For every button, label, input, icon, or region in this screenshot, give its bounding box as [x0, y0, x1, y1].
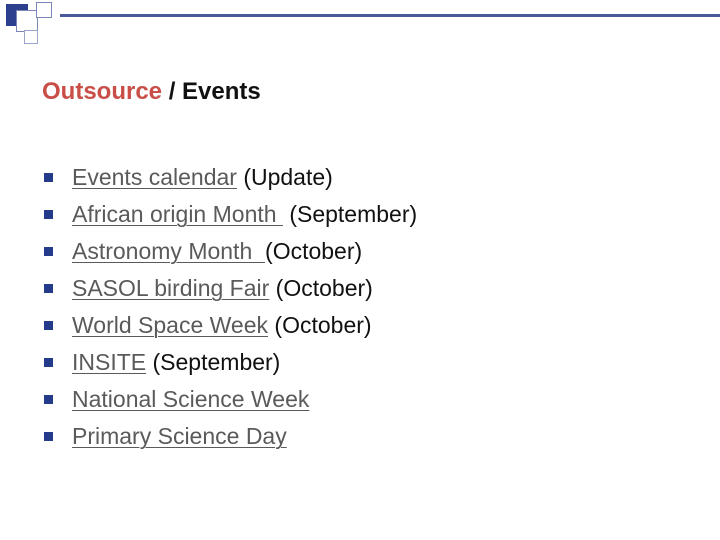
event-note: (October) — [265, 238, 363, 264]
event-link[interactable]: National Science Week — [72, 386, 310, 412]
square-bullet-icon — [44, 358, 53, 367]
square-bullet-icon — [44, 210, 53, 219]
header-rule — [60, 14, 720, 17]
header-decoration — [0, 0, 720, 50]
event-note: (Update) — [236, 164, 333, 190]
title-rest: Events — [182, 78, 261, 105]
deco-square-outline-1 — [16, 10, 38, 32]
slide-title — [42, 78, 261, 106]
square-bullet-icon — [44, 247, 53, 256]
square-bullet-icon — [44, 432, 53, 441]
square-bullet-icon — [44, 284, 53, 293]
event-link[interactable]: Astronomy Month — [72, 238, 266, 264]
event-link[interactable]: Events calendar — [72, 164, 237, 190]
title-separator: / — [162, 78, 183, 105]
event-link[interactable]: Primary Science Day — [72, 423, 287, 449]
square-bullet-icon — [44, 395, 53, 404]
square-bullet-icon — [44, 173, 53, 182]
event-link[interactable]: SASOL birding Fair — [72, 275, 270, 301]
event-link[interactable]: INSITE — [72, 349, 147, 375]
event-note: (October) — [269, 275, 373, 301]
title-accent: Outsource — [42, 78, 163, 105]
square-bullet-icon — [44, 321, 53, 330]
event-link[interactable]: World Space Week — [72, 312, 269, 338]
event-note: (October) — [268, 312, 372, 338]
deco-square-outline-2 — [36, 2, 52, 18]
event-note: (September) — [146, 349, 281, 375]
event-link[interactable]: African origin Month — [72, 201, 283, 227]
event-note: (September) — [282, 201, 418, 227]
deco-square-outline-3 — [24, 30, 38, 44]
